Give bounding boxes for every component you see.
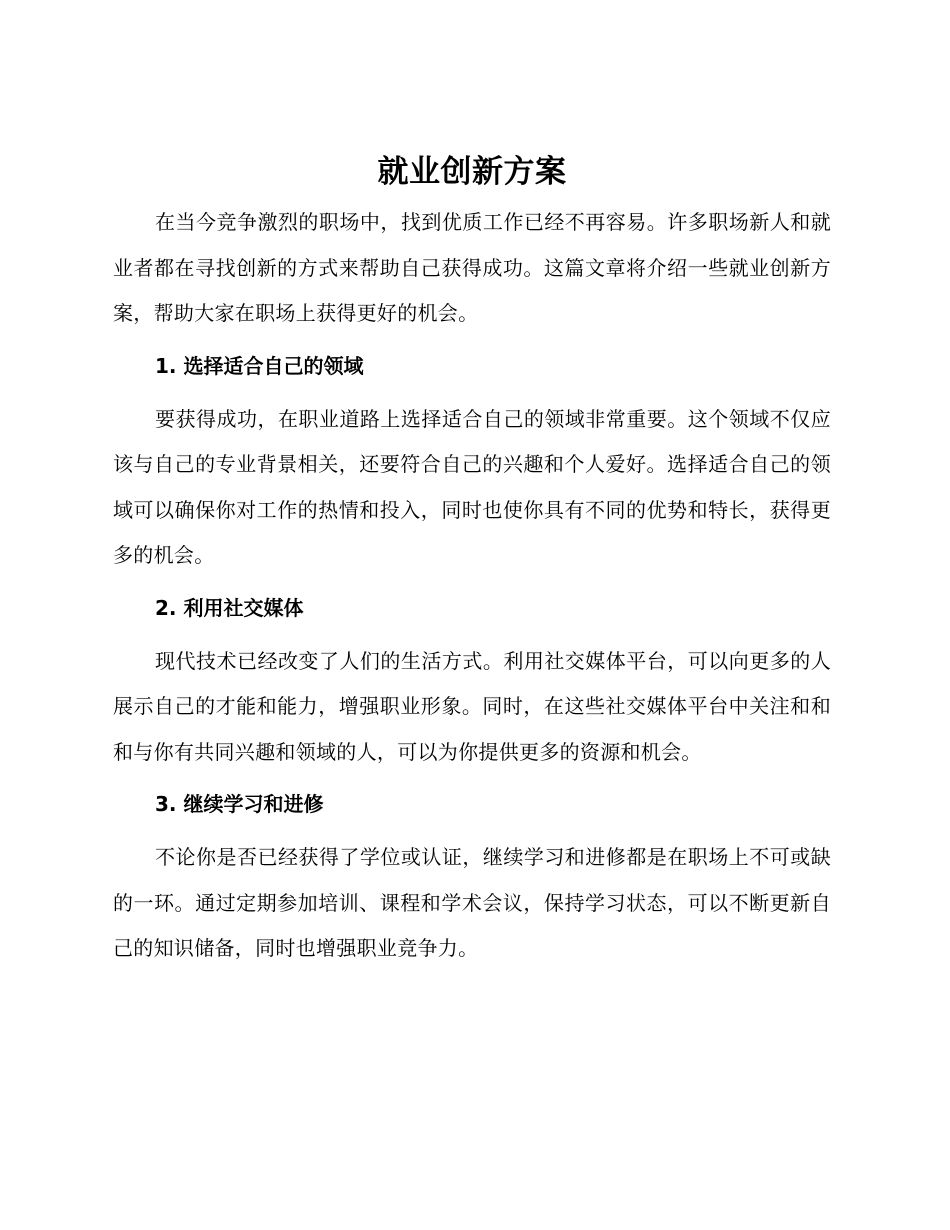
section-3-body: 不论你是否已经获得了学位或认证，继续学习和进修都是在职场上不可或缺的一环。通过定期参加培训、课程和学术会议，保持学习状态，可以不断更新自己的知识储备，同时也增强职业竞争力。 — [113, 845, 831, 960]
intro-paragraph: 在当今竞争激烈的职场中，找到优质工作已经不再容易。许多职场新人和就业者都在寻找创新的方式来帮助自己获得成功。这篇文章将介绍一些就业创新方案，帮助大家在职场上获得更好的机会。 — [113, 210, 831, 325]
document-title: 就业创新方案 — [377, 154, 567, 190]
section-1-heading: 1. 选择适合自己的领域 — [155, 353, 364, 378]
document-page — [113, 150, 831, 972]
section-1-body: 要获得成功，在职业道路上选择适合自己的领域非常重要。这个领域不仅应该与自己的专业背景相关，还要符合自己的兴趣和个人爱好。选择适合自己的领域可以确保你对工作的热情和投入，同时也使你具有不同的优势和特长，获得更多的机会。 — [113, 406, 831, 567]
section-2-body: 现代技术已经改变了人们的生活方式。利用社交媒体平台，可以向更多的人展示自己的才能和能力，增强职业形象。同时，在这些社交媒体平台中关注和和和与你有共同兴趣和领域的人，可以为你提供更多的资源和机会。 — [113, 648, 831, 764]
section-3-heading: 3. 继续学习和进修 — [155, 792, 324, 816]
section-2-heading: 2. 利用社交媒体 — [155, 595, 304, 620]
